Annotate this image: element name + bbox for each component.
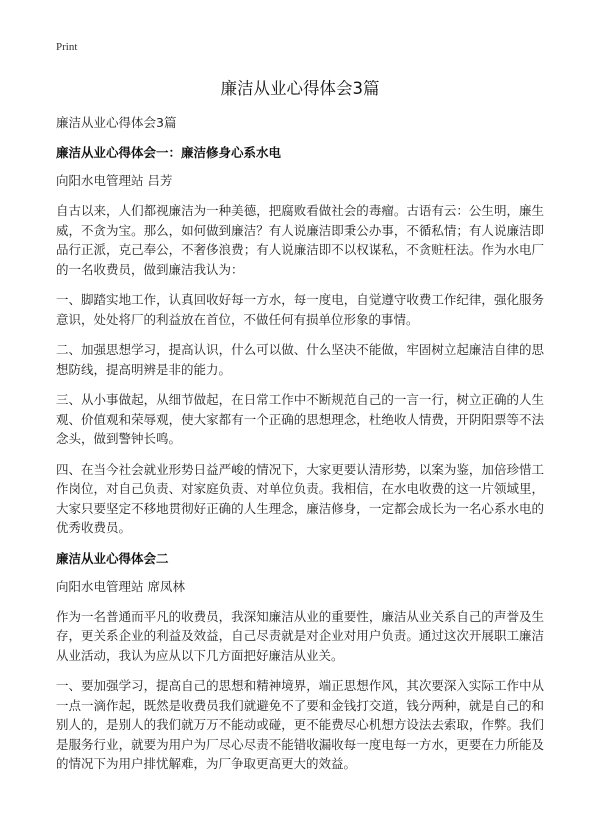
section-1-paragraph: 自古以来，人们都视廉洁为一种美德，把腐败看做社会的毒瘤。古语有云：公生明，廉生威，不贪为宝。那么，如何做到廉洁？有人说廉洁即秉公办事，不循私情；有人说廉洁即品行正派，克己奉公，不奢侈浪费；有人说廉洁即不以权谋私，不贪赃枉法。作为水电厂的一名收费员，做到廉洁我认为： xyxy=(56,203,544,277)
section-1-heading: 廉洁从业心得体会一：廉洁修身心系水电 xyxy=(56,145,282,160)
section-1-paragraph: 一、脚踏实地工作，认真回收好每一方水，每一度电，自觉遵守收费工作纪律，强化服务意识，处处将厂的利益放在首位，不做任何有损单位形象的事情。 xyxy=(56,292,544,327)
section-2-paragraph: 一、要加强学习，提高自己的思想和精神境界，端正思想作风，其次要深入实际工作中从一点一滴作起，既然是收费员我们就避免不了要和金钱打交道，钱分两种，就是自己的和别人的，是别人的我们就万万不能动或碰，更不能费尽心机想方设法去索取，作弊。我们是服务行业，就要为用户为厂尽心尽责不能错收漏收每一度电每一方水，更要在力所能及的情况下为用户排忧解难，为厂争取更高更大的效益。 xyxy=(56,678,544,771)
section-1-paragraph: 二、加强思想学习，提高认识，什么可以做、什么坚决不能做，牢固树立起廉洁自律的思想防线，提高明辨是非的能力。 xyxy=(56,342,544,377)
print-link[interactable]: Print xyxy=(56,41,78,53)
section-2-heading: 廉洁从业心得体会二 xyxy=(56,550,169,566)
section-1-paragraph: 四、在当今社会就业形势日益严峻的情况下，大家更要认清形势，以案为鉴，加倍珍惜工作岗位，对自己负责、对家庭负责、对单位负责。我相信，在水电收费的这一片领域里，大家只要坚定不移地贯彻好正确的人生理念，廉洁修身，一定都会成长为一名心系水电的优秀收费员。 xyxy=(56,461,544,535)
section-1-paragraph: 三、从小事做起，从细节做起，在日常工作中不断规范自己的一言一行，树立正确的人生观、价值观和荣辱观，使大家都有一个正确的思想理念，杜绝收人情费，开阴阳票等不法念头，做到警钟长鸣。 xyxy=(56,392,544,446)
page-title: 廉洁从业心得体会3篇 xyxy=(220,79,380,98)
document-subtitle: 廉洁从业心得体会3篇 xyxy=(56,115,177,130)
section-2-author: 向阳水电管理站 席凤林 xyxy=(56,578,185,594)
section-2-paragraph: 作为一名普通而平凡的收费员，我深知廉洁从业的重要性，廉洁从业关系自己的声誉及生存，更关系企业的利益及效益，自己尽责就是对企业对用户负责。通过这次开展职工廉洁从业活动，我认为应从以下几方面把好廉洁从业关。 xyxy=(56,608,544,663)
section-1-author: 向阳水电管理站 吕芳 xyxy=(56,173,173,188)
